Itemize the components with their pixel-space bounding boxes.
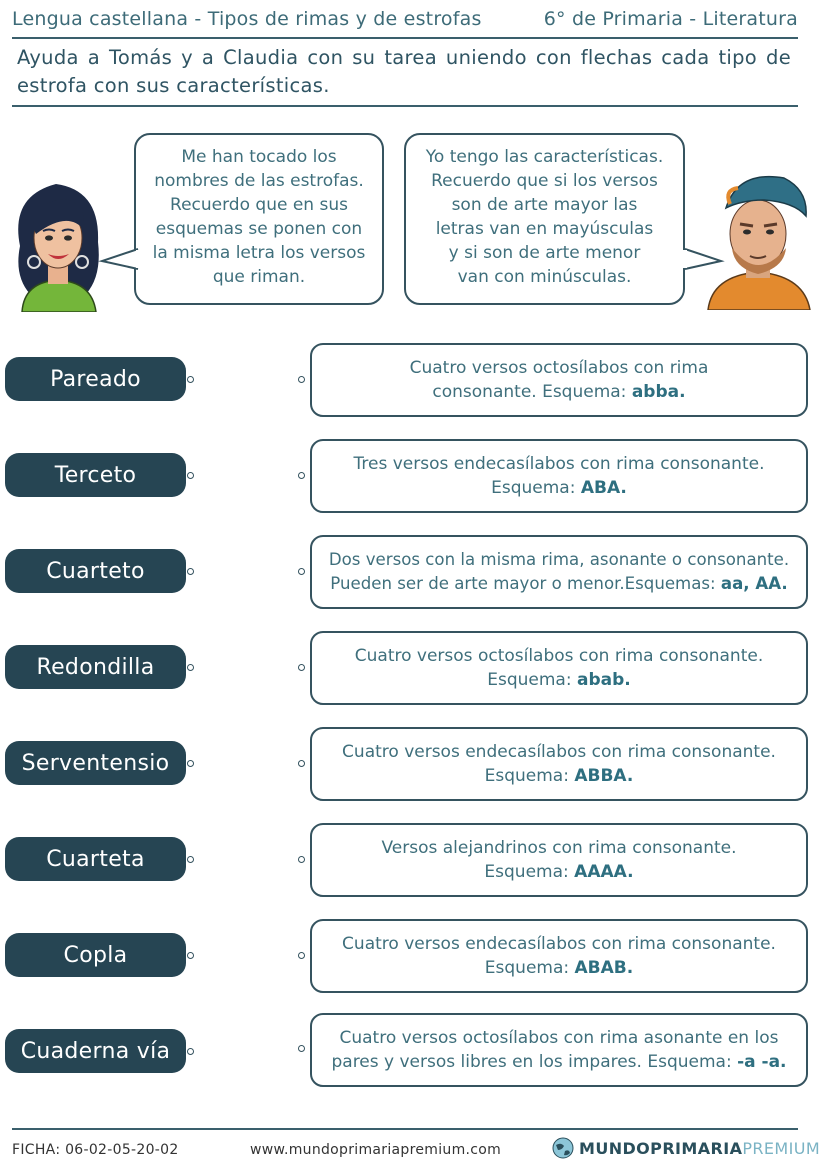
description-line: [312, 668, 806, 692]
bubble-right-line: y si son de arte menor: [448, 243, 641, 263]
instructions: Ayuda a Tomás y a Claudia con su tarea uniendo con flechas cada tipo de estrofa con sus características.: [17, 46, 791, 97]
description-line-text: Esquema:: [484, 766, 575, 786]
header-divider: [12, 37, 798, 39]
website-url[interactable]: www.mundoprimariapremium.com: [250, 1142, 502, 1158]
connector-dot-left[interactable]: [187, 1048, 194, 1055]
description-line: Cuatro versos endecasílabos con rima consonante.: [342, 742, 776, 762]
rhyme-scheme: abba.: [631, 382, 686, 402]
description-line: [312, 956, 806, 980]
footer-divider: [12, 1128, 798, 1130]
stanza-name-pareado: Pareado: [5, 357, 186, 401]
speech-tail-left: [102, 247, 138, 271]
boy-character-illustration: [704, 164, 812, 310]
rhyme-scheme: aa, AA.: [720, 574, 788, 593]
connector-dot-right[interactable]: [298, 568, 305, 575]
description-box: [310, 727, 808, 801]
description-box: [310, 535, 808, 609]
stanza-name-cuarteta: Cuarteta: [5, 837, 186, 881]
connector-dot-left[interactable]: [187, 376, 194, 383]
description-line: Cuatro versos octosílabos con rima asonante en los: [339, 1028, 779, 1048]
description-box: [310, 823, 808, 897]
bubble-right-line: letras van en mayúsculas: [435, 219, 654, 239]
bubble-left-line: Recuerdo que en sus: [170, 195, 348, 215]
description-line-text: Pueden ser de arte mayor o menor.Esquemas:: [330, 574, 721, 593]
bubble-right-line: son de arte mayor las: [451, 195, 638, 215]
description-line: [312, 380, 806, 404]
logo-text: [579, 1139, 820, 1158]
description-line: Dos versos con la misma rima, asonante o consonante.: [328, 550, 790, 569]
stanza-name-copla: Copla: [5, 933, 186, 977]
description-line: Tres versos endecasílabos con rima consonante.: [353, 454, 765, 474]
description-line-text: Esquema:: [487, 670, 577, 690]
connector-dot-right[interactable]: [298, 760, 305, 767]
bubble-left-line: la misma letra los versos: [152, 243, 366, 263]
ficha-code: FICHA: 06-02-05-20-02: [12, 1142, 179, 1158]
connector-dot-right[interactable]: [298, 856, 305, 863]
speech-bubble-right: [404, 133, 685, 305]
rhyme-scheme: ABA.: [580, 478, 627, 498]
girl-character-illustration: [8, 176, 108, 312]
description-line-text: Esquema:: [491, 478, 581, 498]
stanza-name-serventensio: Serventensio: [5, 741, 186, 785]
connector-dot-left[interactable]: [187, 664, 194, 671]
subject-title: Lengua castellana - Tipos de rimas y de estrofas: [12, 8, 482, 30]
logo-main: MUNDOPRIMARIA: [579, 1138, 743, 1158]
connector-dot-right[interactable]: [298, 472, 305, 479]
rhyme-scheme: ABAB.: [574, 958, 634, 978]
description-line: [312, 860, 806, 884]
description-line: [312, 572, 806, 596]
bubble-right-line: Yo tengo las características.: [425, 147, 664, 167]
stanza-name-terceto: Terceto: [5, 453, 186, 497]
bubble-left-line: esquemas se ponen con: [155, 219, 363, 239]
stanza-name-redondilla: Redondilla: [5, 645, 186, 689]
brand-logo: [552, 1137, 820, 1159]
description-line: Cuatro versos octosílabos con rima consonante.: [354, 646, 764, 666]
connector-dot-left[interactable]: [187, 856, 194, 863]
connector-dot-right[interactable]: [298, 664, 305, 671]
speech-bubble-left: [134, 133, 384, 305]
instructions-divider: [12, 105, 798, 107]
description-line-text: pares y versos libres en los impares. Esquema:: [331, 1052, 738, 1072]
connector-dot-left[interactable]: [187, 568, 194, 575]
globe-icon: [552, 1137, 574, 1159]
description-line: Cuatro versos endecasílabos con rima consonante.: [342, 934, 776, 954]
connector-dot-left[interactable]: [187, 952, 194, 959]
description-box: [310, 343, 808, 417]
description-line: [312, 764, 806, 788]
bubble-left-line: Me han tocado los: [181, 147, 337, 167]
description-box: [310, 439, 808, 513]
description-line-text: consonante. Esquema:: [432, 382, 632, 402]
rhyme-scheme: abab.: [576, 670, 631, 690]
stanza-name-cuaderna-via: Cuaderna vía: [5, 1029, 186, 1073]
description-box: [310, 919, 808, 993]
connector-dot-right[interactable]: [298, 376, 305, 383]
rhyme-scheme: AAAA.: [574, 862, 634, 882]
description-line-text: Esquema:: [484, 862, 575, 882]
description-line: [312, 1050, 806, 1074]
description-box: [310, 1013, 808, 1087]
description-line-text: Esquema:: [484, 958, 575, 978]
bubble-left-line: que riman.: [212, 267, 306, 287]
rhyme-scheme: ABBA.: [574, 766, 634, 786]
bubble-right-line: van con minúsculas.: [457, 267, 632, 287]
bubble-left-line: nombres de las estrofas.: [154, 171, 364, 191]
stanza-name-cuarteto: Cuarteto: [5, 549, 186, 593]
bubble-right-line: Recuerdo que si los versos: [431, 171, 658, 191]
description-line: Versos alejandrinos con rima consonante.: [381, 838, 737, 858]
logo-premium: PREMIUM: [742, 1138, 821, 1158]
connector-dot-right[interactable]: [298, 952, 305, 959]
connector-dot-left[interactable]: [187, 760, 194, 767]
grade-label: 6° de Primaria - Literatura: [543, 8, 798, 30]
description-line: [312, 476, 806, 500]
rhyme-scheme: -a -a.: [737, 1052, 787, 1072]
description-box: [310, 631, 808, 705]
description-line: Cuatro versos octosílabos con rima: [409, 358, 709, 378]
connector-dot-right[interactable]: [298, 1045, 305, 1052]
connector-dot-left[interactable]: [187, 472, 194, 479]
